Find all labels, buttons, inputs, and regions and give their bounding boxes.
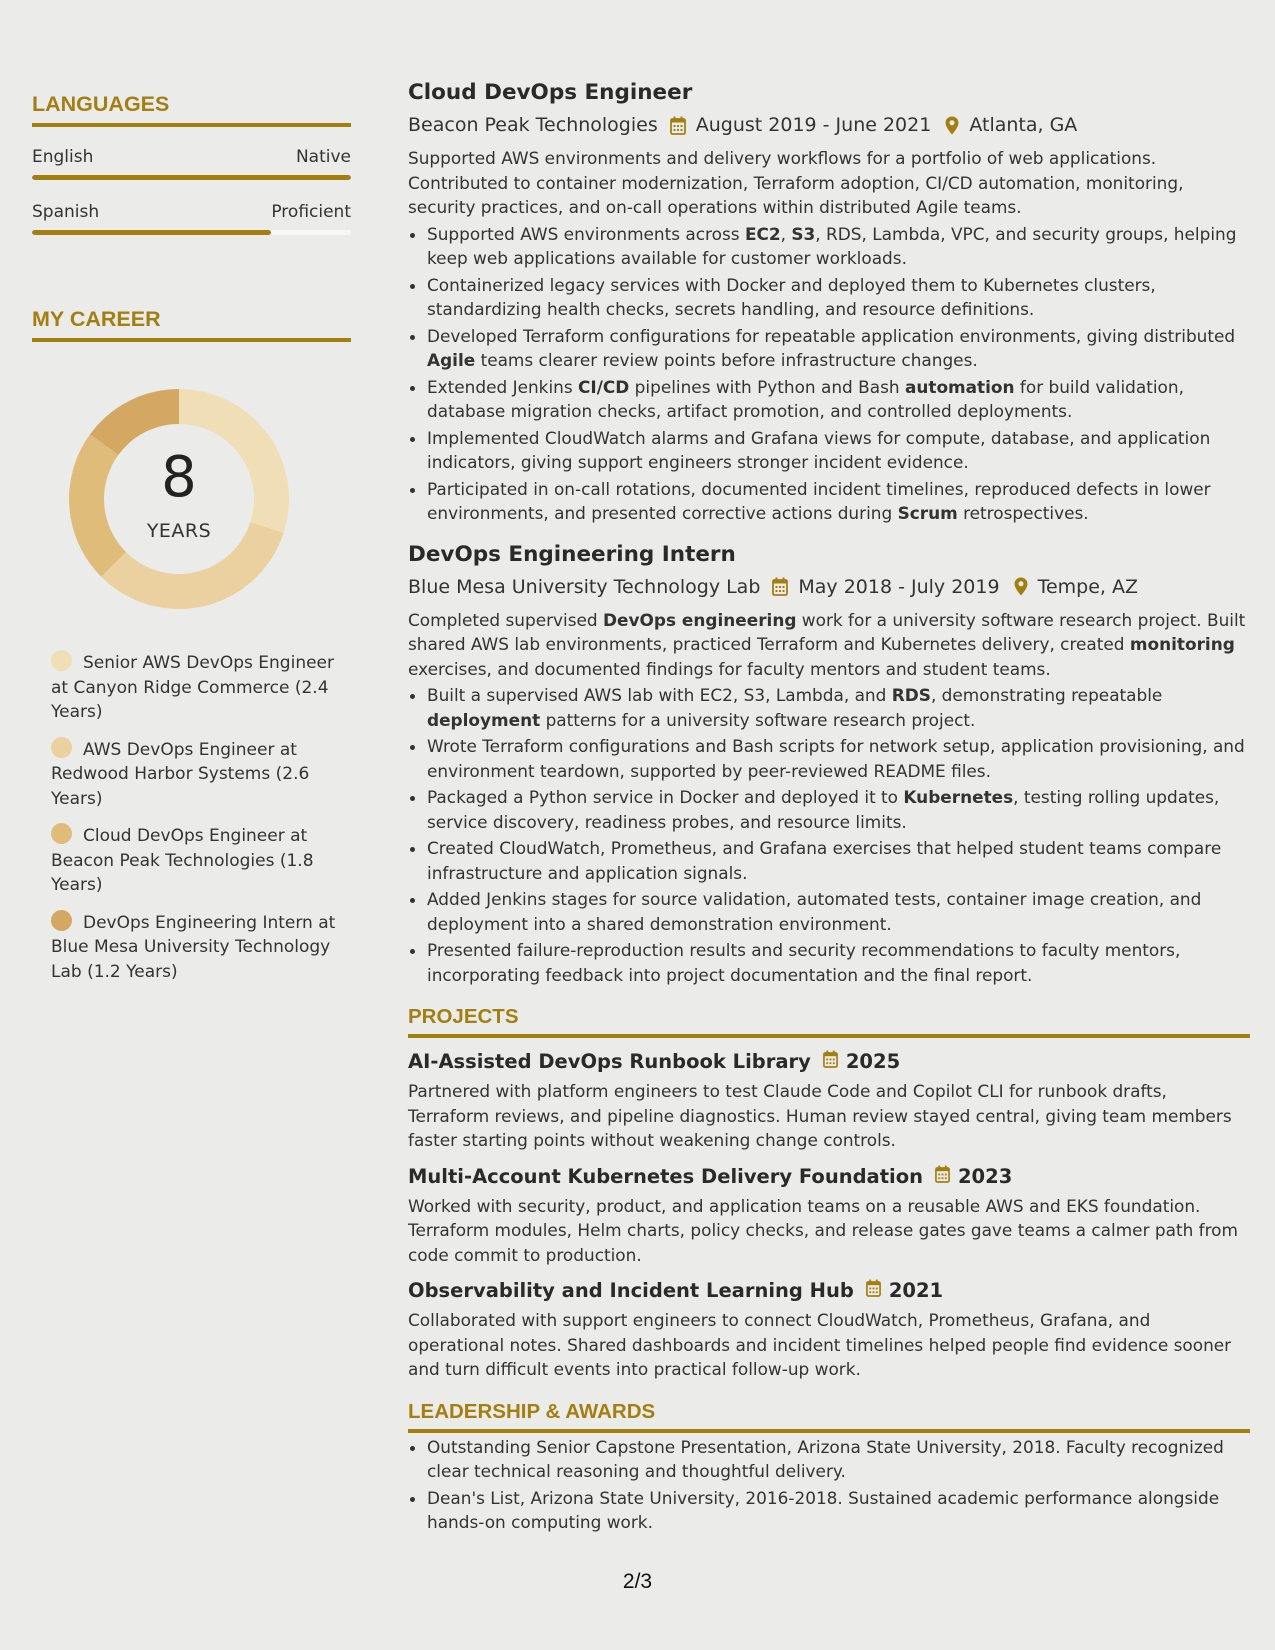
- job-title: DevOps Engineering Intern: [408, 541, 736, 567]
- job-dates: August 2019 - June 2021: [695, 114, 932, 136]
- job-summary: [408, 608, 1250, 682]
- job-bullet: [427, 273, 1250, 322]
- career-legend: [32, 650, 351, 984]
- career-legend-item: [51, 910, 341, 985]
- legend-dot: [51, 737, 72, 758]
- legend-label: DevOps Engineering Intern at Blue Mesa University Technology Lab (1.2 Years): [51, 912, 336, 982]
- calendar-icon: [935, 1163, 950, 1191]
- project-description: Worked with security, product, and application teams on a reusable AWS and EKS foundation. Terraform modules, Helm charts, policy checks, and release gates gave teams a calmer path from code commit to production.: [408, 1195, 1238, 1265]
- job-bullet: [427, 222, 1250, 271]
- job-bullets: [408, 683, 1250, 987]
- bold-text: Scrum: [897, 503, 958, 523]
- language-name: Spanish: [32, 202, 100, 222]
- award-item: • Outstanding Senior Capstone Presentation, Arizona State University, 2018. Faculty recognized clear technical reasoning and thoughtful delivery.: [427, 1435, 1250, 1484]
- job-bullet: [427, 683, 1250, 732]
- text-run: Created CloudWatch, Prometheus, and Grafana exercises that helped student teams compare infrastructure and application signals.: [427, 838, 1222, 883]
- job-company: Blue Mesa University Technology Lab: [408, 575, 761, 598]
- bold-text: S3: [791, 223, 816, 244]
- text-run: ,: [780, 223, 792, 244]
- calendar-icon: [866, 1277, 881, 1305]
- bold-text: Agile: [427, 350, 476, 370]
- bold-text: EC2: [744, 223, 781, 244]
- language-level: Proficient: [271, 202, 351, 222]
- projects-list: [408, 1048, 1250, 1382]
- job-entry: [408, 540, 1250, 988]
- project-entry: [408, 1048, 1250, 1153]
- map-pin-icon: [945, 116, 959, 135]
- legend-dot: [51, 650, 72, 671]
- project-year: 2023: [957, 1164, 1013, 1188]
- text-run: for build validation, database migration checks, artifact promotion, and controlled deployments.: [427, 376, 1184, 421]
- text-run: Supported AWS environments across: [427, 223, 745, 244]
- project-title: Multi-Account Kubernetes Delivery Foundation: [408, 1164, 923, 1188]
- job-bullet: [427, 477, 1250, 526]
- bold-text: monitoring: [1129, 634, 1235, 654]
- job-company: Beacon Peak Technologies: [408, 114, 658, 136]
- bold-text: Kubernetes: [903, 787, 1014, 807]
- legend-dot: [51, 910, 72, 931]
- job-bullet: [427, 375, 1250, 424]
- language-proficiency-fill: [32, 175, 351, 180]
- bold-text: deployment: [427, 709, 541, 730]
- text-run: retrospectives.: [957, 503, 1089, 523]
- legend-label: Senior AWS DevOps Engineer at Canyon Ridge Commerce (2.4 Years): [51, 653, 334, 722]
- project-description: Partnered with platform engineers to test Claude Code and Copilot CLI for runbook drafts, Terraform reviews, and pipeline diagnostics. Human review stayed central, giving team members faster starting points without weakening change controls.: [408, 1081, 1232, 1150]
- job-title: Cloud DevOps Engineer: [408, 80, 693, 105]
- projects-heading: PROJECTS: [408, 1005, 1250, 1038]
- awards-list: [408, 1435, 1250, 1535]
- career-legend-item: [51, 650, 341, 725]
- language-proficiency-fill: [32, 230, 271, 235]
- bold-text: CI/CD: [578, 376, 630, 397]
- project-entry: [408, 1277, 1250, 1382]
- job-meta: [408, 572, 1250, 602]
- career-heading: MY CAREER: [32, 307, 351, 342]
- text-run: Implemented CloudWatch alarms and Grafana views for compute, database, and application indicators, giving support engineers stronger incident evidence.: [427, 427, 1211, 472]
- text-run: pipelines with Python and Bash: [629, 376, 905, 397]
- career-legend-item: [51, 823, 341, 898]
- text-run: Participated in on-call rotations, documented incident timelines, reproduced defects in lower environments, and presented corrective actions during: [427, 478, 1211, 523]
- career-donut-chart: [64, 384, 294, 614]
- job-bullet: [427, 887, 1250, 936]
- job-entry: [408, 78, 1250, 526]
- career-total-unit: YEARS: [146, 520, 212, 542]
- job-bullets: [408, 222, 1250, 526]
- text-run: Developed Terraform configurations for repeatable application environments, giving distributed: [427, 325, 1236, 346]
- text-run: work for a university software research project. Built shared AWS lab environments, practiced Terraform and Kubernetes delivery, created: [408, 609, 1246, 654]
- language-name: English: [32, 147, 94, 167]
- calendar-icon: [823, 1048, 838, 1076]
- career-total-years: 8: [161, 445, 197, 510]
- text-run: , testing rolling updates, service discovery, readiness probes, and resource limits.: [427, 787, 1220, 832]
- language-entry: [32, 202, 351, 235]
- text-run: Containerized legacy services with Docker and deployed them to Kubernetes clusters, standardizing health checks, secrets handling, and resource definitions.: [427, 274, 1156, 319]
- job-meta: [408, 110, 1250, 140]
- job-summary: Supported AWS environments and delivery workflows for a portfolio of web applications. Contributed to container modernization, Terraform adoption, CI/CD automation, monitoring, security practices, and on-call operations within distributed Agile teams.: [408, 148, 1184, 217]
- job-bullet: [427, 938, 1250, 987]
- language-proficiency-bar: [32, 230, 351, 235]
- job-bullet: [427, 836, 1250, 885]
- text-run: Packaged a Python service in Docker and deployed it to: [427, 787, 904, 807]
- job-location: Tempe, AZ: [1037, 575, 1138, 598]
- job-bullet: [427, 734, 1250, 783]
- project-entry: [408, 1163, 1250, 1268]
- job-bullet: [427, 324, 1250, 373]
- language-level: Native: [295, 147, 351, 167]
- project-title: Observability and Incident Learning Hub: [408, 1279, 854, 1302]
- job-bullet: [427, 785, 1250, 834]
- legend-dot: [51, 823, 72, 844]
- text-run: teams clearer review points before infrastructure changes.: [475, 350, 978, 370]
- text-run: Added Jenkins stages for source validation, automated tests, container image creation, and deployment into a shared demonstration environment.: [427, 889, 1202, 934]
- calendar-icon: [772, 577, 788, 596]
- language-proficiency-bar: [32, 175, 351, 180]
- job-dates: May 2018 - July 2019: [798, 575, 1000, 598]
- text-run: exercises, and documented findings for faculty mentors and student teams.: [408, 658, 1051, 679]
- legend-label: Cloud DevOps Engineer at Beacon Peak Technologies (1.8 Years): [51, 826, 314, 895]
- project-year: 2025: [845, 1050, 901, 1073]
- calendar-icon: [670, 116, 686, 135]
- legend-label: AWS DevOps Engineer at Redwood Harbor Systems (2.6 Years): [51, 739, 310, 809]
- project-year: 2021: [888, 1279, 944, 1302]
- awards-heading: LEADERSHIP & AWARDS: [408, 1400, 1250, 1433]
- text-run: , demonstrating repeatable: [930, 685, 1163, 705]
- text-run: Presented failure-reproduction results and security recommendations to faculty mentors, incorporating feedback into project documentation and the final report.: [427, 940, 1181, 985]
- map-pin-icon: [1014, 577, 1028, 596]
- bold-text: RDS: [891, 685, 931, 705]
- project-description: Collaborated with support engineers to connect CloudWatch, Prometheus, Grafana, and operational notes. Shared dashboards and incident timelines helped people find evidence sooner and turn difficult events into practical follow-up work.: [408, 1310, 1232, 1379]
- text-run: Wrote Terraform configurations and Bash scripts for network setup, application provisioning, and environment teardown, supported by peer-reviewed README files.: [427, 736, 1245, 781]
- language-entry: [32, 147, 351, 180]
- text-run: Completed supervised: [408, 609, 604, 630]
- page-number: 2/3: [622, 1570, 653, 1593]
- text-run: patterns for a university software research project.: [540, 709, 976, 730]
- languages-heading: LANGUAGES: [32, 92, 351, 127]
- job-bullet: [427, 426, 1250, 475]
- project-title: AI-Assisted DevOps Runbook Library: [408, 1050, 811, 1073]
- sidebar: [32, 92, 351, 996]
- award-item: • Dean's List, Arizona State University, 2016-2018. Sustained academic performance alongside hands-on computing work.: [427, 1486, 1250, 1535]
- bold-text: DevOps engineering: [603, 609, 797, 630]
- text-run: Extended Jenkins: [427, 376, 579, 397]
- main-content: [408, 78, 1250, 1537]
- career-legend-item: [51, 737, 341, 812]
- text-run: , RDS, Lambda, VPC, and security groups, helping keep web applications available for customer workloads.: [427, 223, 1237, 268]
- bold-text: automation: [904, 376, 1015, 397]
- text-run: Built a supervised AWS lab with EC2, S3, Lambda, and: [427, 685, 892, 705]
- job-location: Atlanta, GA: [969, 114, 1078, 136]
